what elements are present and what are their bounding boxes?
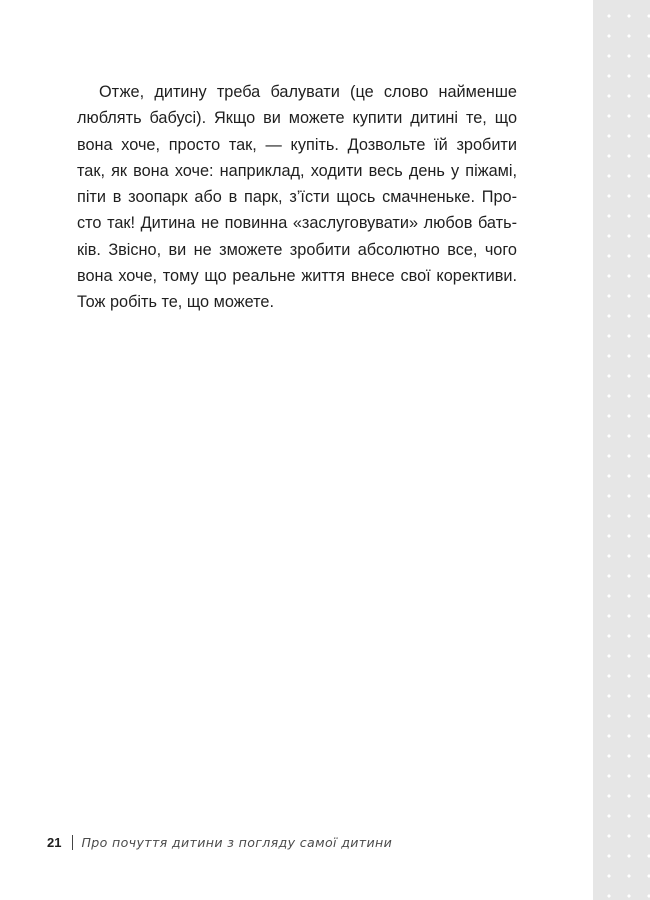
body-paragraph xyxy=(77,79,517,316)
paragraph-line-last: Тож робіть те, що можете. xyxy=(77,293,274,312)
paragraph-line: ків. Звісно, ви не зможете зробити абсолютно все, чого xyxy=(77,240,517,259)
paragraph-line: вона хоче, просто так, — купіть. Дозвольте їй зробити xyxy=(77,135,517,154)
paragraph-line: вона хоче, тому що реальне життя внесе свої корективи. xyxy=(77,267,517,286)
dotted-side-strip xyxy=(593,0,650,900)
paragraph-line: піти в зоопарк або в парк, з’їсти щось смачненьке. Про- xyxy=(77,188,517,207)
page-number: 21 xyxy=(47,834,62,850)
page-footer xyxy=(47,832,392,852)
footer-divider xyxy=(72,835,73,850)
paragraph-line: сто так! Дитина не повинна «заслуговувати» любов бать- xyxy=(77,214,517,233)
paragraph-line: так, як вона хоче: наприклад, ходити весь день у піжамі, xyxy=(77,161,517,180)
paragraph-line: Отже, дитину треба балувати (це слово найменше xyxy=(99,83,517,101)
running-title: Про почуття дитини з погляду самої дитини xyxy=(81,834,393,850)
paragraph-line: люблять бабусі). Якщо ви можете купити дитині те, що xyxy=(77,109,517,128)
